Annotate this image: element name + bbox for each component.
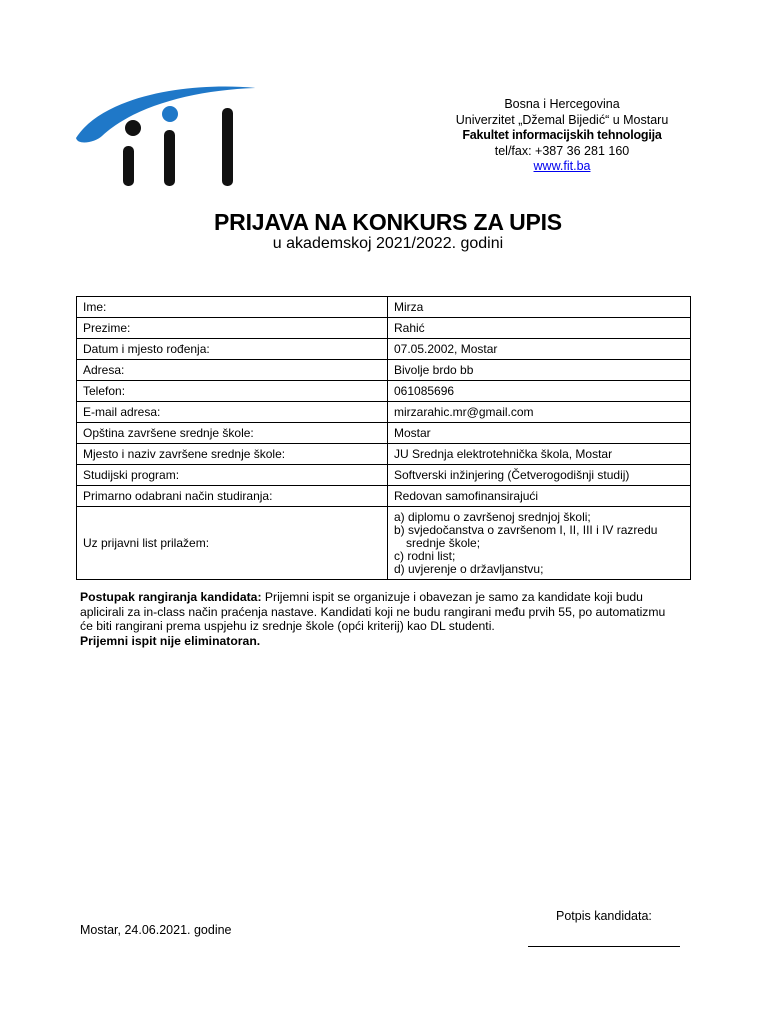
table-row [77, 360, 691, 381]
table-row [77, 423, 691, 444]
institution-header [422, 97, 702, 175]
field-value: JU Srednja elektrotehnička škola, Mostar [388, 444, 691, 465]
list-item: c) rodni list; [394, 548, 456, 563]
university-name: Univerzitet „Džemal Bijedić“ u Mostaru [455, 112, 669, 127]
table-row [77, 402, 691, 423]
field-label: E-mail adresa: [77, 402, 388, 423]
country-name: Bosna i Hercegovina [504, 97, 620, 111]
field-value: 07.05.2002, Mostar [388, 339, 691, 360]
field-label: Opština završene srednje škole: [77, 423, 388, 444]
attachments-list [394, 511, 684, 576]
table-row [77, 339, 691, 360]
page-title: PRIJAVA NA KONKURS ZA UPIS [214, 209, 562, 235]
field-label: Telefon: [77, 381, 388, 402]
field-label: Adresa: [77, 360, 388, 381]
notice-body: Prijemni ispit se organizuje i obavezan je samo za kandidate koji budu aplicirali za in-class način praćenja nastave. Kandidati koji ne budu rangirani među prvih 55, po automatizmu će biti rangirani prema uspjehu iz srednje škole (opći kriterij) kao DL studenti. [80, 590, 666, 633]
list-item: b) svjedočanstva o završenom I, II, III i IV razredu [394, 522, 658, 537]
field-value: Softverski inžinjering (Četverogodišnji studij) [388, 465, 691, 486]
field-value: 061085696 [388, 381, 691, 402]
table-row [77, 318, 691, 339]
table-row [77, 486, 691, 507]
table-row [77, 465, 691, 486]
field-label: Ime: [77, 297, 388, 318]
field-value: Mirza [388, 297, 691, 318]
field-label: Studijski program: [77, 465, 388, 486]
page-subtitle: u akademskoj 2021/2022. godini [272, 235, 504, 252]
table-row [77, 297, 691, 318]
field-value: Mostar [388, 423, 691, 444]
signature-line [528, 946, 680, 947]
attachments-row [77, 507, 691, 580]
table-row [77, 444, 691, 465]
field-value: Rahić [388, 318, 691, 339]
field-label: Datum i mjesto rođenja: [77, 339, 388, 360]
field-label: Mjesto i naziv završene srednje škole: [77, 444, 388, 465]
field-value: Redovan samofinansirajući [388, 486, 691, 507]
list-item-continuation: srednje škole; [406, 535, 481, 550]
website-link[interactable]: www.fit.ba [533, 159, 591, 173]
notice-footer: Prijemni ispit nije eliminatoran. [80, 633, 261, 648]
attachments-list-cell [388, 507, 691, 580]
faculty-name: Fakultet informacijskih tehnologija [462, 128, 662, 142]
list-item [394, 537, 684, 550]
fit-logo-icon [74, 84, 260, 188]
field-value: mirzarahic.mr@gmail.com [388, 402, 691, 423]
table-row [77, 381, 691, 402]
field-label: Prezime: [77, 318, 388, 339]
attachments-label: Uz prijavni list prilažem: [77, 507, 388, 580]
application-form-table [76, 296, 691, 580]
place-date: Mostar, 24.06.2021. godine [80, 923, 232, 937]
list-item: a) diplomu o završenoj srednjoj školi; [394, 509, 591, 524]
list-item: d) uvjerenje o državljanstvu; [394, 561, 544, 576]
signature-label: Potpis kandidata: [556, 909, 652, 923]
ranking-notice [80, 590, 680, 648]
phone-fax: tel/fax: +387 36 281 160 [494, 143, 630, 158]
field-value: Bivolje brdo bb [388, 360, 691, 381]
notice-heading: Postupak rangiranja kandidata: [80, 590, 262, 604]
field-label: Primarno odabrani način studiranja: [77, 486, 388, 507]
